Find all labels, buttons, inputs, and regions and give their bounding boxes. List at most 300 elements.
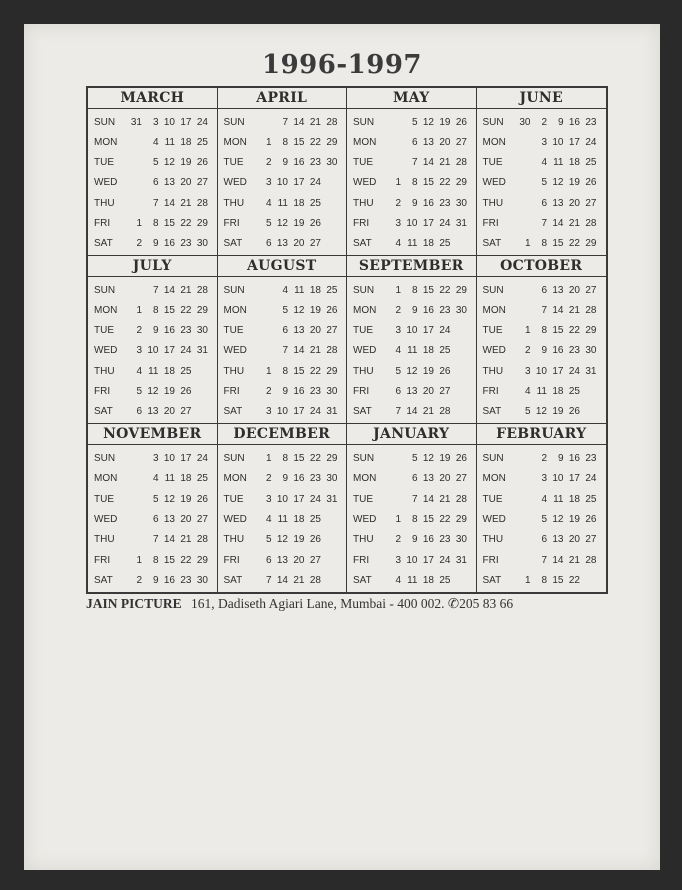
date-cell: 8 xyxy=(541,237,547,249)
date-cell: 29 xyxy=(455,285,467,296)
date-cell: 19 xyxy=(568,513,580,525)
date-cell: 13 xyxy=(422,473,434,485)
date-cell: 4 xyxy=(524,385,531,397)
day-label: THU xyxy=(223,197,245,209)
date-cell: 30 xyxy=(326,385,338,397)
date-cell: 22 xyxy=(180,305,192,317)
date-cell: 3 xyxy=(541,137,547,149)
date-cell: 22 xyxy=(568,325,580,337)
date-cell: 10 xyxy=(163,117,175,128)
month-days xyxy=(477,109,607,255)
month-name: JULY xyxy=(88,256,217,277)
date-cell: 7 xyxy=(282,345,288,357)
date-cell: 4 xyxy=(152,473,159,485)
date-cell: 17 xyxy=(293,405,305,417)
date-cell: 30 xyxy=(585,345,597,357)
day-label: WED xyxy=(353,513,377,525)
date-cell: 13 xyxy=(276,237,288,249)
date-cell: 2 xyxy=(395,534,401,546)
date-cell: 14 xyxy=(163,197,175,209)
week-row xyxy=(353,341,472,360)
calendar-card xyxy=(24,24,660,870)
day-label: WED xyxy=(482,513,506,525)
date-cell: 21 xyxy=(180,285,192,296)
date-cell: 11 xyxy=(148,365,159,377)
date-cell: 26 xyxy=(196,493,208,505)
week-row xyxy=(94,301,213,320)
date-cell: 30 xyxy=(196,237,208,249)
week-row xyxy=(483,469,603,488)
day-label: WED xyxy=(223,513,247,525)
date-cell: 29 xyxy=(455,513,467,525)
date-cell: 30 xyxy=(455,534,467,546)
date-cell: 25 xyxy=(196,473,208,485)
day-label: MON xyxy=(353,137,377,149)
date-cell: 28 xyxy=(585,305,597,317)
date-cell: 6 xyxy=(152,513,159,525)
date-cell: 16 xyxy=(163,237,175,249)
date-cell: 12 xyxy=(276,217,288,229)
date-cell: 22 xyxy=(309,365,321,377)
date-cell: 27 xyxy=(455,137,467,149)
day-label: SUN xyxy=(482,117,504,128)
date-cell: 28 xyxy=(439,405,451,417)
date-cell: 23 xyxy=(439,197,451,209)
date-cell: 7 xyxy=(411,493,418,505)
month-days xyxy=(218,277,347,423)
date-cell: 8 xyxy=(282,453,288,464)
date-cell: 25 xyxy=(585,493,597,505)
date-cell: 14 xyxy=(293,117,305,128)
date-cell: 15 xyxy=(552,574,564,586)
day-label: TUE xyxy=(223,325,244,337)
date-cell: 9 xyxy=(411,305,418,317)
week-row xyxy=(483,234,603,253)
date-cell: 17 xyxy=(180,453,192,464)
date-cell: 1 xyxy=(265,365,272,377)
date-cell: 5 xyxy=(282,305,288,317)
date-cell: 6 xyxy=(541,197,547,209)
day-label: WED xyxy=(482,345,506,357)
date-cell: 2 xyxy=(265,473,272,485)
date-cell: 20 xyxy=(180,177,192,189)
date-cell: 8 xyxy=(282,365,288,377)
date-cell: 19 xyxy=(180,157,192,169)
date-cell: 16 xyxy=(293,473,305,485)
day-label: SAT xyxy=(353,237,372,249)
date-cell: 7 xyxy=(541,305,547,317)
month-days xyxy=(218,109,347,255)
date-cell: 27 xyxy=(196,513,208,525)
week-row xyxy=(224,530,343,549)
day-label: THU xyxy=(223,534,245,546)
date-cell: 7 xyxy=(152,285,159,296)
date-cell: 7 xyxy=(152,534,159,546)
day-label: SAT xyxy=(94,574,113,586)
day-label: MON xyxy=(223,305,247,317)
date-cell: 28 xyxy=(455,493,467,505)
week-row xyxy=(94,510,213,529)
date-cell: 20 xyxy=(180,513,192,525)
date-cell: 10 xyxy=(406,217,418,229)
date-cell: 26 xyxy=(439,365,451,377)
date-cell: 21 xyxy=(568,554,580,566)
date-cell: 11 xyxy=(407,574,418,586)
day-label: FRI xyxy=(482,217,499,229)
date-cell: 22 xyxy=(180,554,192,566)
date-cell: 18 xyxy=(293,197,305,209)
date-cell: 29 xyxy=(326,365,338,377)
month-name: MARCH xyxy=(88,88,217,109)
date-cell: 20 xyxy=(293,554,305,566)
date-cell: 18 xyxy=(309,285,321,296)
date-cell: 11 xyxy=(164,473,175,485)
month-block-april xyxy=(218,88,348,256)
month-name: JANUARY xyxy=(347,424,476,445)
month-name: AUGUST xyxy=(218,256,347,277)
date-cell: 3 xyxy=(152,117,159,128)
week-row xyxy=(224,382,343,401)
footer-phone: ✆205 83 66 xyxy=(447,596,514,611)
month-block-july xyxy=(88,256,218,424)
date-cell: 2 xyxy=(395,305,401,317)
date-cell: 26 xyxy=(309,217,321,229)
date-cell: 22 xyxy=(180,217,192,229)
day-label: SAT xyxy=(482,237,502,249)
week-row xyxy=(224,510,343,529)
date-cell: 31 xyxy=(455,554,467,566)
day-label: SUN xyxy=(353,285,375,296)
date-cell: 2 xyxy=(265,385,272,397)
day-label: SAT xyxy=(94,405,113,417)
date-cell: 17 xyxy=(293,493,305,505)
date-cell: 30 xyxy=(455,305,467,317)
date-cell: 15 xyxy=(552,237,564,249)
date-cell: 3 xyxy=(265,405,272,417)
day-label: THU xyxy=(223,365,245,377)
calendar-title: 1996-1997 xyxy=(261,50,423,80)
month-block-february xyxy=(477,424,607,592)
date-cell: 10 xyxy=(276,405,288,417)
date-cell: 23 xyxy=(180,237,192,249)
week-row xyxy=(94,214,213,233)
date-cell: 14 xyxy=(422,493,434,505)
date-cell: 27 xyxy=(585,534,597,546)
date-cell: 28 xyxy=(196,285,208,296)
date-cell: 5 xyxy=(541,177,547,189)
month-block-march xyxy=(88,88,218,256)
week-row xyxy=(94,173,213,192)
week-row xyxy=(224,194,343,213)
date-cell: 22 xyxy=(309,137,321,149)
date-cell: 11 xyxy=(277,513,288,525)
date-cell: 20 xyxy=(439,473,451,485)
date-cell: 20 xyxy=(422,385,434,397)
day-label: SUN xyxy=(223,453,245,464)
week-row xyxy=(94,490,213,509)
date-cell: 15 xyxy=(552,325,564,337)
date-cell: 19 xyxy=(422,365,434,377)
date-cell: 9 xyxy=(411,534,418,546)
week-row xyxy=(353,490,472,509)
date-cell: 1 xyxy=(395,513,401,525)
date-cell: 2 xyxy=(541,453,547,464)
month-days xyxy=(218,445,347,592)
day-label: TUE xyxy=(223,157,244,169)
day-label: MON xyxy=(482,473,506,485)
date-cell: 12 xyxy=(293,305,305,317)
date-cell: 18 xyxy=(180,137,192,149)
date-cell: 27 xyxy=(326,325,338,337)
date-cell: 15 xyxy=(163,217,175,229)
date-cell: 18 xyxy=(422,345,434,357)
date-cell: 21 xyxy=(568,305,580,317)
date-cell: 18 xyxy=(568,493,580,505)
date-cell: 26 xyxy=(568,405,580,417)
date-cell: 2 xyxy=(541,117,547,128)
date-cell: 5 xyxy=(152,493,159,505)
week-row xyxy=(224,234,343,253)
date-cell: 3 xyxy=(541,473,547,485)
date-cell: 3 xyxy=(136,345,142,357)
day-label: WED xyxy=(94,513,118,525)
date-cell: 2 xyxy=(136,237,142,249)
week-row xyxy=(353,551,472,570)
date-cell: 9 xyxy=(282,473,288,485)
date-cell: 5 xyxy=(152,157,159,169)
week-row xyxy=(353,530,472,549)
date-cell: 1 xyxy=(265,137,272,149)
week-row xyxy=(353,382,472,401)
date-cell: 19 xyxy=(439,453,451,464)
date-cell: 9 xyxy=(557,117,564,128)
day-label: FRI xyxy=(223,554,240,566)
day-label: FRI xyxy=(482,554,499,566)
week-row xyxy=(353,571,472,590)
date-cell: 27 xyxy=(309,237,321,249)
date-cell: 26 xyxy=(309,534,321,546)
month-block-june xyxy=(477,88,607,256)
date-cell: 23 xyxy=(309,385,321,397)
date-cell: 24 xyxy=(180,345,192,357)
day-label: TUE xyxy=(94,325,114,337)
date-cell: 5 xyxy=(136,385,142,397)
day-label: TUE xyxy=(482,157,503,169)
date-cell: 11 xyxy=(164,137,175,149)
date-cell: 25 xyxy=(309,197,321,209)
week-row xyxy=(224,490,343,509)
month-days xyxy=(88,445,217,592)
day-label: SAT xyxy=(353,405,372,417)
week-row xyxy=(94,321,213,340)
day-label: TUE xyxy=(223,493,244,505)
date-cell: 22 xyxy=(439,513,451,525)
week-row xyxy=(224,449,343,468)
week-row xyxy=(483,301,603,320)
day-label: SUN xyxy=(482,285,504,296)
day-label: TUE xyxy=(353,157,373,169)
date-cell: 22 xyxy=(439,285,451,296)
week-row xyxy=(483,449,603,468)
date-cell: 18 xyxy=(163,365,175,377)
date-cell: 25 xyxy=(196,137,208,149)
day-label: TUE xyxy=(482,493,503,505)
date-cell: 14 xyxy=(552,305,564,317)
month-block-november xyxy=(88,424,218,592)
date-cell: 19 xyxy=(180,493,192,505)
date-cell: 26 xyxy=(585,177,597,189)
date-cell: 24 xyxy=(585,473,597,485)
date-cell: 27 xyxy=(309,554,321,566)
date-cell: 20 xyxy=(163,405,175,417)
week-row xyxy=(94,113,213,132)
date-cell: 1 xyxy=(524,325,531,337)
date-cell: 15 xyxy=(422,177,434,189)
date-cell: 13 xyxy=(163,513,175,525)
date-cell: 18 xyxy=(293,513,305,525)
day-label: FRI xyxy=(94,217,111,229)
date-cell: 6 xyxy=(282,325,288,337)
month-block-october xyxy=(477,256,607,424)
date-cell: 14 xyxy=(293,345,305,357)
date-cell: 20 xyxy=(293,237,305,249)
day-label: THU xyxy=(482,534,504,546)
date-cell: 28 xyxy=(326,345,338,357)
day-label: THU xyxy=(353,534,374,546)
date-cell: 16 xyxy=(163,325,175,337)
date-cell: 13 xyxy=(147,405,159,417)
month-days xyxy=(88,277,217,423)
week-row xyxy=(483,551,603,570)
date-cell: 19 xyxy=(309,305,321,317)
month-days xyxy=(347,445,476,592)
date-cell: 1 xyxy=(395,177,401,189)
date-cell: 23 xyxy=(439,534,451,546)
week-row xyxy=(224,133,343,152)
date-cell: 8 xyxy=(152,305,159,317)
date-cell: 9 xyxy=(557,453,564,464)
week-row xyxy=(353,234,472,253)
day-label: TUE xyxy=(94,157,114,169)
date-cell: 7 xyxy=(265,574,272,586)
date-cell: 6 xyxy=(411,137,418,149)
date-cell: 25 xyxy=(439,237,451,249)
day-label: FRI xyxy=(353,554,370,566)
date-cell: 31 xyxy=(326,405,338,417)
date-cell: 11 xyxy=(407,345,418,357)
date-cell: 31 xyxy=(455,217,467,229)
day-label: FRI xyxy=(223,217,240,229)
date-cell: 1 xyxy=(524,237,531,249)
date-cell: 17 xyxy=(568,137,580,149)
date-cell: 2 xyxy=(136,574,142,586)
week-row xyxy=(94,402,213,421)
month-block-december xyxy=(218,424,348,592)
date-cell: 23 xyxy=(180,574,192,586)
week-row xyxy=(94,153,213,172)
date-cell: 31 xyxy=(326,493,338,505)
date-cell: 6 xyxy=(411,473,418,485)
date-cell: 3 xyxy=(395,325,401,337)
day-label: THU xyxy=(94,197,115,209)
day-label: SUN xyxy=(223,117,245,128)
date-cell: 28 xyxy=(455,157,467,169)
date-cell: 5 xyxy=(395,365,401,377)
date-cell: 18 xyxy=(180,473,192,485)
day-label: SAT xyxy=(353,574,372,586)
week-row xyxy=(224,571,343,590)
month-block-january xyxy=(347,424,477,592)
date-cell: 10 xyxy=(276,177,288,189)
date-cell: 27 xyxy=(439,385,451,397)
date-cell: 5 xyxy=(524,405,531,417)
day-label: FRI xyxy=(94,385,111,397)
date-cell: 26 xyxy=(455,453,467,464)
date-cell: 6 xyxy=(265,554,272,566)
date-cell: 14 xyxy=(552,554,564,566)
date-cell: 28 xyxy=(196,197,208,209)
day-label: THU xyxy=(482,365,504,377)
date-cell: 7 xyxy=(411,157,418,169)
day-label: WED xyxy=(482,177,506,189)
date-cell: 1 xyxy=(136,554,142,566)
week-row xyxy=(94,530,213,549)
date-cell: 20 xyxy=(568,197,580,209)
date-cell: 25 xyxy=(585,157,597,169)
date-cell: 29 xyxy=(196,305,208,317)
date-cell: 19 xyxy=(552,405,564,417)
date-cell: 20 xyxy=(568,534,580,546)
date-cell: 29 xyxy=(585,325,597,337)
date-cell: 1 xyxy=(395,285,401,296)
day-label: SUN xyxy=(94,453,116,464)
day-label: WED xyxy=(353,345,377,357)
week-row xyxy=(224,173,343,192)
week-row xyxy=(483,341,603,360)
date-cell: 17 xyxy=(422,325,434,337)
week-row xyxy=(353,214,472,233)
date-cell: 4 xyxy=(265,197,272,209)
week-row xyxy=(94,469,213,488)
day-label: SAT xyxy=(94,237,113,249)
week-row xyxy=(94,281,213,300)
date-cell: 3 xyxy=(395,554,401,566)
week-row xyxy=(483,382,603,401)
date-cell: 5 xyxy=(411,117,418,128)
date-cell: 16 xyxy=(293,385,305,397)
month-name: SEPTEMBER xyxy=(347,256,476,277)
day-label: FRI xyxy=(482,385,499,397)
date-cell: 9 xyxy=(152,574,159,586)
week-row xyxy=(224,113,343,132)
date-cell: 24 xyxy=(568,365,580,377)
date-cell: 21 xyxy=(180,534,192,546)
week-row xyxy=(353,281,472,300)
date-cell: 15 xyxy=(422,285,434,296)
date-cell: 29 xyxy=(326,453,338,464)
month-days xyxy=(477,445,607,592)
date-cell: 14 xyxy=(552,217,564,229)
date-cell: 16 xyxy=(568,117,580,128)
day-label: SUN xyxy=(94,285,116,296)
month-block-may xyxy=(347,88,477,256)
day-label: SUN xyxy=(353,453,375,464)
week-row xyxy=(224,281,343,300)
date-cell: 26 xyxy=(180,385,192,397)
date-cell: 10 xyxy=(552,137,564,149)
date-cell: 2 xyxy=(265,157,272,169)
week-row xyxy=(483,133,603,152)
